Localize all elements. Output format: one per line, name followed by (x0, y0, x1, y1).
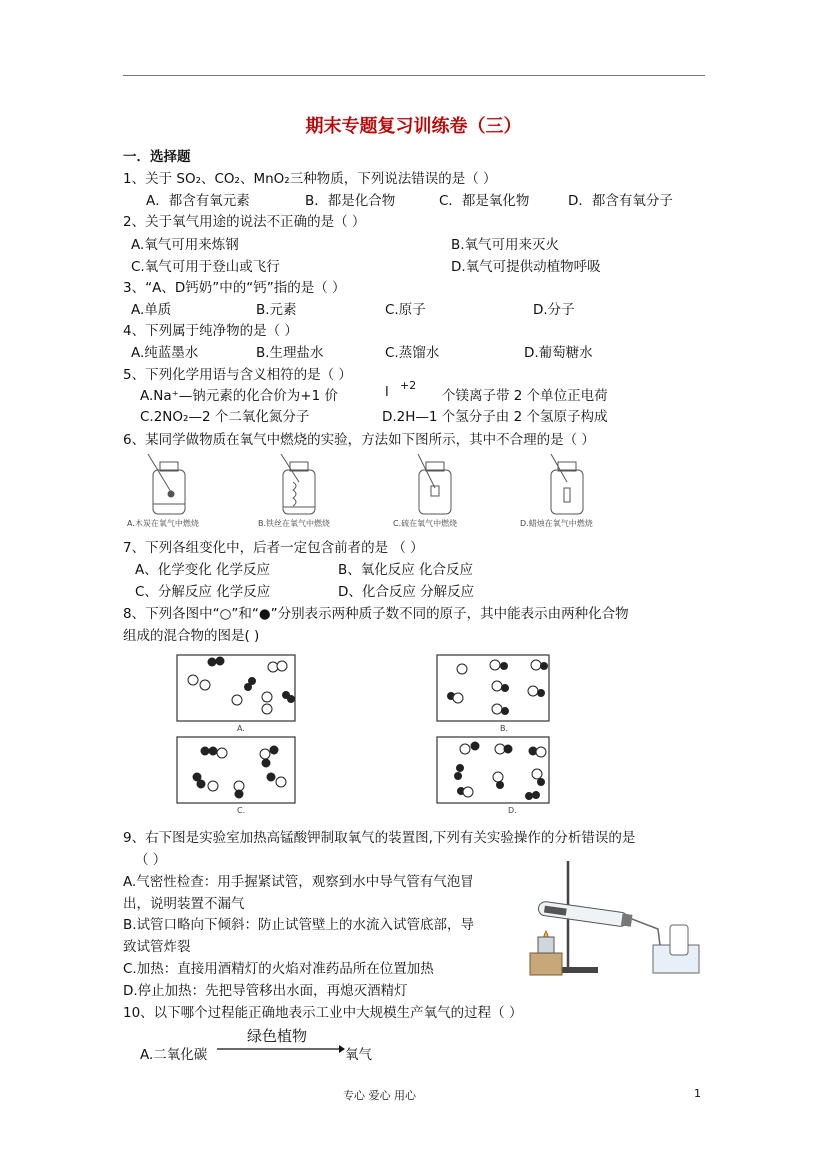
box-a-particles (188, 657, 295, 714)
q3-option-b: B.元素 (256, 302, 297, 318)
q9-stem: 9、右下图是实验室加热高锰酸钾制取氧气的装置图,下列有关实验操作的分析错误的是 (123, 830, 636, 846)
q9-option-d: D.停止加热：先把导管移出水面，再熄灭酒精灯 (123, 983, 408, 999)
q5-option-b-symbol: l (385, 384, 389, 400)
bottle-a-illustration (148, 454, 185, 514)
q9-option-c: C.加热：直接用酒精灯的火焰对准药品所在位置加热 (123, 961, 434, 977)
bottle-d-illustration (551, 454, 583, 514)
q9-answer-paren: （ ） (135, 852, 167, 868)
q6-stem: 6、某同学做物质在氧气中燃烧的实验，方法如下图所示，其中不合理的是（ ） (123, 432, 595, 448)
bottle-b-illustration (281, 454, 315, 514)
q7-option-d: D、化合反应 分解反应 (338, 584, 475, 600)
q9-option-a-line1: A.气密性检查：用手握紧试管，观察到水中导气管有气泡冒 (123, 874, 474, 890)
q8-label-c: C. (237, 806, 246, 815)
q5-option-d: D.2H—1 个氢分子由 2 个氢原子构成 (382, 409, 608, 425)
q10-option-a-right: 氧气 (345, 1047, 372, 1063)
q2-option-b: B.氧气可用来灭火 (451, 237, 560, 253)
q6-label-b: B.铁丝在氧气中燃烧 (258, 519, 331, 528)
box-c-particles (193, 746, 286, 798)
q1-option-c: C．都是氧化物 (439, 193, 530, 209)
q4-option-d: D.葡萄糖水 (524, 345, 593, 361)
page-number: 1 (694, 1087, 701, 1100)
q8-stem-line1: 8、下列各图中“○”和“●”分别表示两种质子数不同的原子，其中能表示由两种化合物 (123, 606, 629, 622)
q6-label-c: C.硫在氧气中燃烧 (393, 519, 458, 528)
q7-option-a: A、化学变化 化学反应 (135, 562, 271, 578)
q1-stem: 1、关于 SO₂、CO₂、MnO₂三种物质，下列说法错误的是（ ） (123, 171, 497, 187)
q5-stem: 5、下列化学用语与含义相符的是（ ） (123, 367, 352, 383)
q10-stem: 10、以下哪个过程能正确地表示工业中大规模生产氧气的过程（ ） (123, 1005, 523, 1021)
q5-option-b: 个镁离子带 2 个单位正电荷 (442, 388, 608, 404)
q4-option-b: B.生理盐水 (256, 345, 324, 361)
q8-label-b: B. (500, 724, 509, 733)
q3-stem: 3、“A、D钙奶”中的“钙”指的是（ ） (123, 280, 346, 296)
q8-particle-figures (175, 653, 575, 813)
q4-option-c: C.蒸馏水 (385, 345, 440, 361)
q8-stem-line2: 组成的混合物的图是( ) (123, 628, 260, 644)
q4-option-a: A.纯蓝墨水 (131, 345, 199, 361)
q6-label-d: D.蜡烛在氧气中燃烧 (520, 519, 593, 528)
q10-option-a-left: A.二氧化碳 (140, 1047, 208, 1063)
header-rule (123, 75, 705, 76)
footer-motto: 专心 爱心 用心 (343, 1089, 416, 1102)
q9-apparatus-illustration (528, 853, 703, 978)
box-b-particles (448, 660, 548, 715)
q1-option-a: A．都含有氧元素 (146, 193, 250, 209)
q2-option-a: A.氧气可用来炼钢 (131, 237, 239, 253)
q3-option-a: A.单质 (131, 302, 172, 318)
bottle-c-illustration (418, 454, 451, 514)
q2-option-c: C.氧气可用于登山或飞行 (131, 259, 280, 275)
q5-option-c: C.2NO₂—2 个二氧化氮分子 (140, 409, 310, 425)
q9-option-b-line2: 致试管炸裂 (123, 939, 191, 955)
q5-option-b-superscript: +2 (400, 379, 417, 392)
q10-arrow (215, 1043, 345, 1055)
q1-option-d: D．都含有氧分子 (568, 193, 673, 209)
box-d-particles (455, 742, 547, 800)
q9-option-a-line2: 出，说明装置不漏气 (123, 896, 245, 912)
q5-option-a: A.Na⁺—钠元素的化合价为+1 价 (140, 388, 338, 404)
q7-stem: 7、下列各组变化中，后者一定包含前者的是 （ ） (123, 540, 424, 556)
q7-option-c: C、分解反应 化学反应 (135, 584, 271, 600)
section-heading: 一．选择题 (123, 149, 191, 165)
q6-label-a: A.木炭在氧气中燃烧 (127, 519, 199, 528)
page-title: 期末专题复习训练卷（三） (305, 116, 522, 137)
q2-stem: 2、关于氧气用途的说法不正确的是（ ） (123, 214, 366, 230)
q2-option-d: D.氧气可提供动植物呼吸 (451, 259, 601, 275)
q7-option-b: B、氧化反应 化合反应 (338, 562, 474, 578)
q4-stem: 4、下列属于纯净物的是（ ） (123, 323, 298, 339)
q8-label-a: A. (237, 724, 245, 733)
q8-label-d: D. (508, 806, 517, 815)
q3-option-d: D.分子 (533, 302, 575, 318)
q9-option-b-line1: B.试管口略向下倾斜：防止试管壁上的水流入试管底部，导 (123, 917, 475, 933)
q1-option-b: B．都是化合物 (305, 193, 396, 209)
q10-arrow-label: 绿色植物 (247, 1027, 308, 1045)
q3-option-c: C.原子 (385, 302, 426, 318)
